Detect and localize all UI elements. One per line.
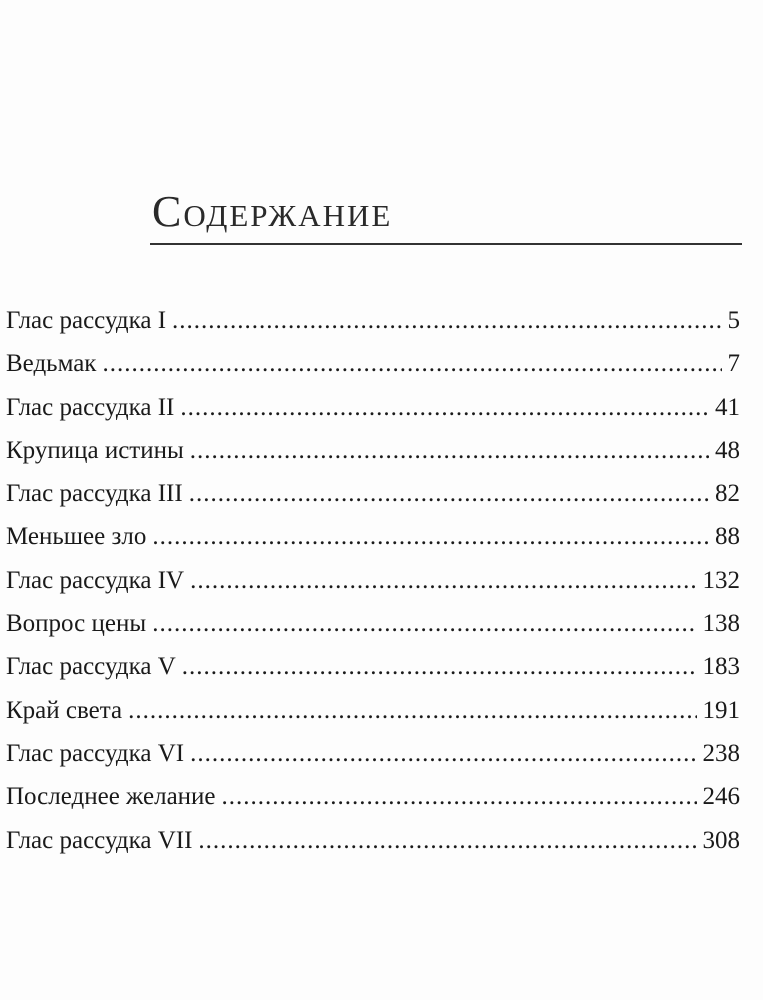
- entry-title: Меньшее зло: [6, 523, 147, 551]
- entry-title: Последнее желание: [6, 783, 216, 811]
- entry-page: 308: [702, 826, 740, 854]
- dot-leader: [198, 827, 696, 855]
- entry-page: 88: [715, 523, 740, 551]
- entry-page: 48: [715, 436, 740, 464]
- toc-entry[interactable]: [6, 653, 740, 696]
- dot-leader: [189, 480, 709, 508]
- entry-page: 183: [702, 653, 740, 681]
- dot-leader: [190, 740, 696, 768]
- entry-page: 5: [727, 307, 740, 334]
- toc-entry[interactable]: [6, 394, 740, 437]
- entry-title: Ведьмак: [6, 350, 97, 378]
- toc-entry[interactable]: [6, 567, 740, 610]
- toc-entry[interactable]: [6, 480, 740, 523]
- dot-leader: [190, 437, 709, 465]
- dot-leader: [152, 610, 696, 638]
- entry-page: 238: [702, 739, 740, 767]
- toc-entry[interactable]: [6, 827, 740, 870]
- toc-entry[interactable]: [6, 437, 740, 480]
- toc-entry[interactable]: [6, 307, 740, 350]
- dot-leader: [182, 653, 697, 681]
- entry-title: Край света: [6, 696, 123, 724]
- toc-entry[interactable]: [6, 523, 740, 566]
- table-of-contents: [6, 307, 740, 870]
- entry-title: Глас рассудка III: [6, 480, 183, 508]
- entry-title: Крупица истины: [6, 436, 184, 464]
- dot-leader: [128, 697, 696, 725]
- dot-leader: [172, 307, 721, 335]
- title-divider: [150, 243, 742, 245]
- toc-entry[interactable]: [6, 350, 740, 393]
- entry-page: 138: [702, 610, 740, 638]
- entry-page: 132: [702, 566, 740, 594]
- dot-leader: [152, 523, 709, 551]
- entry-page: 246: [702, 783, 740, 811]
- entry-title: Глас рассудка IV: [6, 566, 185, 594]
- dot-leader: [222, 783, 697, 811]
- toc-entry[interactable]: [6, 740, 740, 783]
- toc-entry[interactable]: [6, 697, 740, 740]
- entry-page: 7: [727, 350, 740, 378]
- page-title: Содержание: [152, 187, 393, 236]
- entry-title: Глас рассудка V: [6, 653, 176, 681]
- entry-title: Вопрос цены: [6, 610, 147, 638]
- entry-page: 41: [715, 393, 740, 421]
- toc-entry[interactable]: [6, 783, 740, 826]
- entry-title: Глас рассудка VI: [6, 739, 185, 767]
- entry-page: 82: [715, 480, 740, 508]
- entry-title: Глас рассудка VII: [6, 826, 193, 854]
- dot-leader: [180, 394, 709, 422]
- toc-entry[interactable]: [6, 610, 740, 653]
- dot-leader: [102, 350, 721, 378]
- dot-leader: [190, 567, 696, 595]
- entry-page: 191: [702, 696, 740, 724]
- entry-title: Глас рассудка II: [6, 393, 175, 421]
- entry-title: Глас рассудка I: [6, 307, 167, 334]
